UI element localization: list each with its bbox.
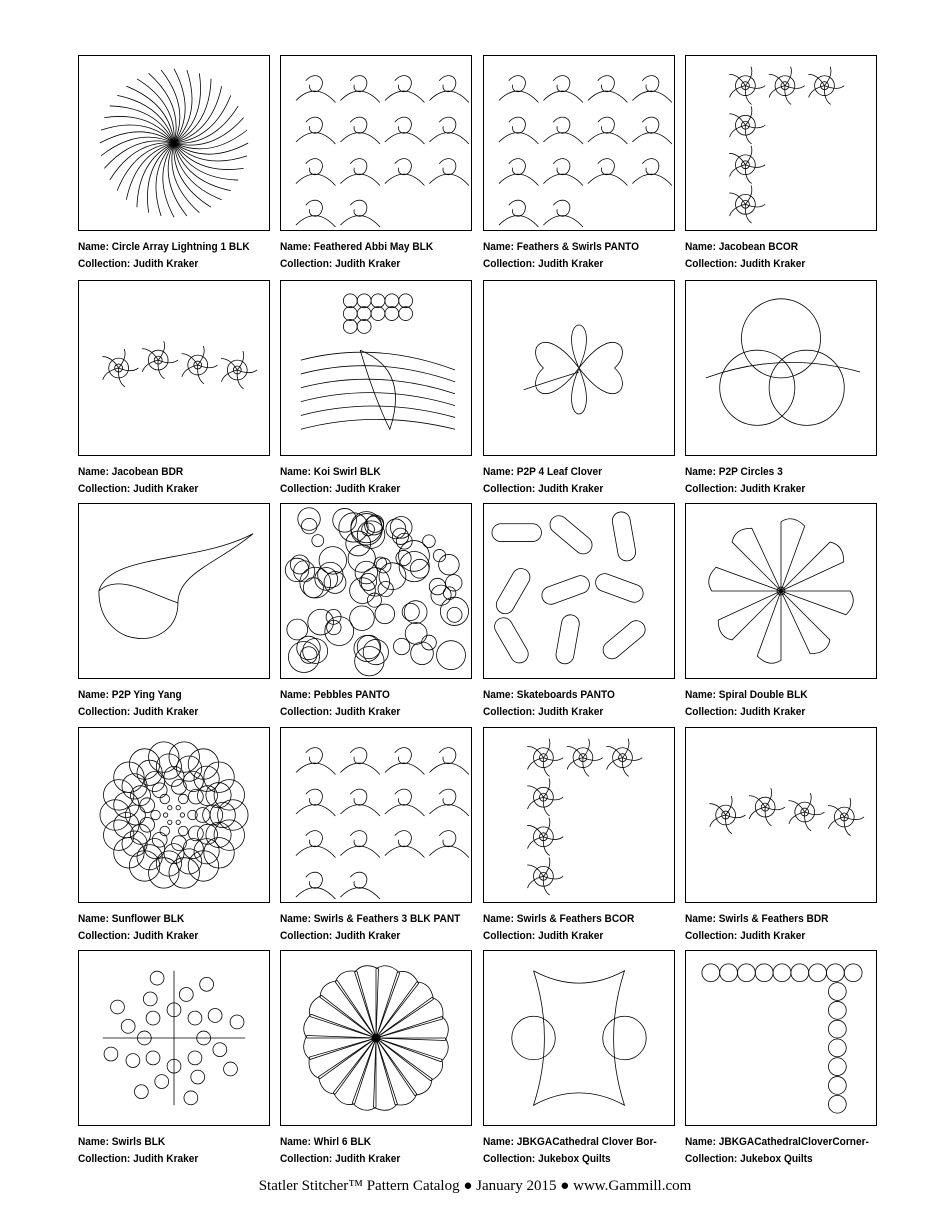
pattern-thumbnail-floral-corner [685, 55, 877, 231]
pattern-collection: Collection: Judith Kraker [78, 258, 199, 270]
pattern-collection: Collection: Judith Kraker [78, 1153, 199, 1165]
pattern-thumbnail-sunflower [78, 727, 270, 903]
pattern-thumbnail-whirl [280, 950, 472, 1126]
pattern-card [685, 503, 881, 721]
pattern-thumbnail-swirls [483, 55, 675, 231]
pattern-name: Name: JBKGACathedral Clover Bor- [483, 1136, 657, 1148]
pattern-name: Name: Swirls & Feathers BCOR [483, 913, 635, 925]
pattern-name: Name: Sunflower BLK [78, 913, 185, 925]
pattern-card [483, 503, 679, 721]
pattern-name: Name: Swirls & Feathers BDR [685, 913, 829, 925]
pattern-collection: Collection: Judith Kraker [280, 258, 401, 270]
pattern-card [685, 280, 881, 498]
pattern-card [483, 727, 679, 945]
pattern-thumbnail-feather-corner [483, 727, 675, 903]
pattern-name: Name: Pebbles PANTO [280, 689, 390, 701]
pattern-name: Name: Feathers & Swirls PANTO [483, 241, 639, 253]
pattern-card [78, 55, 274, 273]
pattern-thumbnail-feather-border [685, 727, 877, 903]
page-footer: Statler Stitcher™ Pattern Catalog ● January 2015 ● www.Gammill.com [258, 1178, 692, 1194]
pattern-thumbnail-cathedral-border [483, 950, 675, 1126]
pattern-name: Name: Swirls BLK [78, 1136, 166, 1148]
pattern-thumbnail-feather-swirl [280, 55, 472, 231]
pattern-collection: Collection: Judith Kraker [78, 706, 199, 718]
pattern-name: Name: P2P Circles 3 [685, 466, 783, 478]
pattern-thumbnail-clover [483, 280, 675, 456]
pattern-collection: Collection: Judith Kraker [280, 930, 401, 942]
pattern-name: Name: Swirls & Feathers 3 BLK PANT [280, 913, 461, 925]
pattern-thumbnail-swirls [280, 727, 472, 903]
pattern-collection: Collection: Judith Kraker [483, 706, 604, 718]
pattern-collection: Collection: Judith Kraker [78, 930, 199, 942]
pattern-name: Name: Whirl 6 BLK [280, 1136, 372, 1148]
pattern-card [483, 55, 679, 273]
pattern-name: Name: P2P Ying Yang [78, 689, 182, 701]
pattern-name: Name: P2P 4 Leaf Clover [483, 466, 603, 478]
pattern-card [78, 727, 274, 945]
pattern-thumbnail-floral-border [78, 280, 270, 456]
pattern-thumbnail-yin-yang [78, 503, 270, 679]
pattern-name: Name: Jacobean BCOR [685, 241, 799, 253]
pattern-collection: Collection: Judith Kraker [78, 483, 199, 495]
pattern-card [280, 55, 476, 273]
pattern-card [685, 727, 881, 945]
pattern-collection: Collection: Judith Kraker [685, 258, 806, 270]
pattern-thumbnail-spiral-petals [685, 503, 877, 679]
pattern-card [685, 55, 881, 273]
pattern-collection: Collection: Judith Kraker [280, 483, 401, 495]
pattern-card [483, 280, 679, 498]
pattern-name: Name: Skateboards PANTO [483, 689, 615, 701]
pattern-name: Name: Feathered Abbi May BLK [280, 241, 434, 253]
pattern-card [280, 503, 476, 721]
pattern-collection: Collection: Judith Kraker [483, 258, 604, 270]
pattern-thumbnail-three-circles [685, 280, 877, 456]
pattern-name: Name: Jacobean BDR [78, 466, 184, 478]
pattern-collection: Collection: Judith Kraker [483, 483, 604, 495]
pattern-name: Name: Koi Swirl BLK [280, 466, 381, 478]
pattern-card [685, 950, 881, 1168]
pattern-collection: Collection: Jukebox Quilts [483, 1153, 611, 1165]
pattern-thumbnail-koi [280, 280, 472, 456]
pattern-thumbnail-swirl-diamond [78, 950, 270, 1126]
pattern-card [78, 950, 274, 1168]
pattern-card [280, 950, 476, 1168]
pattern-name: Name: JBKGACathedralCloverCorner- [685, 1136, 869, 1148]
pattern-collection: Collection: Judith Kraker [483, 930, 604, 942]
pattern-collection: Collection: Judith Kraker [685, 930, 806, 942]
pattern-collection: Collection: Jukebox Quilts [685, 1153, 813, 1165]
pattern-thumbnail-cathedral-corner [685, 950, 877, 1126]
pattern-collection: Collection: Judith Kraker [280, 706, 401, 718]
pattern-card [483, 950, 679, 1168]
pattern-card [78, 280, 274, 498]
pattern-card [78, 503, 274, 721]
pattern-name: Name: Spiral Double BLK [685, 689, 808, 701]
pattern-collection: Collection: Judith Kraker [685, 706, 806, 718]
pattern-thumbnail-skateboards [483, 503, 675, 679]
pattern-thumbnail-spiral-rays [78, 55, 270, 231]
pattern-collection: Collection: Judith Kraker [280, 1153, 401, 1165]
pattern-name: Name: Circle Array Lightning 1 BLK [78, 241, 250, 253]
pattern-card [280, 727, 476, 945]
pattern-thumbnail-pebbles [280, 503, 472, 679]
pattern-card [280, 280, 476, 498]
pattern-collection: Collection: Judith Kraker [685, 483, 806, 495]
